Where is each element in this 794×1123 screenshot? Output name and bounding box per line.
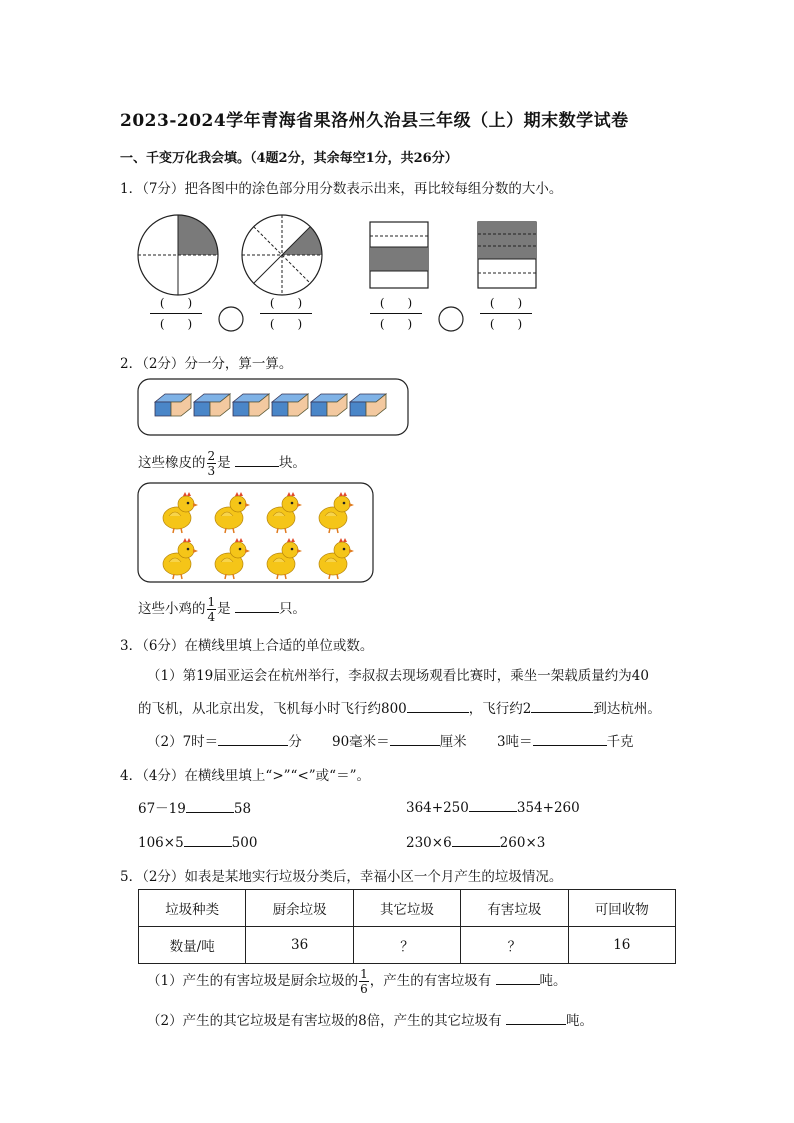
table-header: 垃圾种类 bbox=[139, 890, 246, 927]
eraser-icon bbox=[233, 394, 269, 416]
q3-part2: （2）7时＝ 分 90毫米＝ 厘米 3吨＝ 千克 bbox=[147, 730, 634, 750]
question-score: （7分） bbox=[142, 181, 185, 197]
answer-blank[interactable] bbox=[531, 698, 593, 713]
compare-circle bbox=[439, 307, 463, 331]
page-title: 2023-2024学年青海省果洛州久治县三年级（上）期末数学试卷 bbox=[120, 111, 629, 131]
waste-table bbox=[138, 889, 676, 964]
shaded-sector bbox=[282, 227, 322, 255]
circle-quarters bbox=[138, 215, 218, 295]
compare-item: 67－19 58 bbox=[138, 797, 251, 817]
eraser-icon bbox=[311, 394, 347, 416]
fraction-blank[interactable]: ( ) ( ) bbox=[256, 296, 316, 331]
shaded-strip bbox=[478, 222, 536, 259]
compare-item: 106×5 500 bbox=[138, 832, 257, 851]
circle-eighths bbox=[242, 215, 322, 295]
compare-item: 364+250 354+260 bbox=[406, 797, 580, 816]
eraser-question: 这些橡皮的 $\frac{2}{3}$ 是 块。 bbox=[138, 449, 306, 478]
section-heading: 一、千变万化我会填。（4题2分，其余每空1分，共26分） bbox=[120, 151, 458, 166]
question-number: 1． bbox=[120, 181, 143, 197]
question-text: 把各图中的涂色部分用分数表示出来，再比较每组分数的大小。 bbox=[184, 181, 563, 197]
question-2: 2．（2分）分一分，算一算。 bbox=[120, 356, 293, 372]
table-header: 其它垃圾 bbox=[353, 890, 460, 927]
question-3: 3．（6分）在横线里填上合适的单位或数。 bbox=[120, 638, 374, 654]
answer-blank[interactable] bbox=[407, 698, 469, 713]
fraction: $\frac{2}{3}$ bbox=[207, 449, 216, 478]
eraser-icon bbox=[194, 394, 230, 416]
table-header: 有害垃圾 bbox=[461, 890, 568, 927]
answer-blank[interactable] bbox=[184, 832, 232, 847]
answer-blank[interactable] bbox=[533, 731, 607, 746]
shaded-strip bbox=[370, 247, 428, 271]
eraser-icon bbox=[350, 394, 386, 416]
question-5: 5．（2分）如表是某地实行垃圾分类后，幸福小区一个月产生的垃圾情况。 bbox=[120, 869, 563, 885]
q5-part1: （1）产生的有害垃圾是厨余垃圾的 $\frac{1}{6}$ ，产生的有害垃圾有 吨。 bbox=[147, 967, 567, 996]
answer-blank[interactable] bbox=[218, 731, 288, 746]
chick-box bbox=[137, 482, 374, 583]
fraction: $\frac{1}{4}$ bbox=[207, 595, 216, 624]
table-header: 厨余垃圾 bbox=[246, 890, 353, 927]
table-header: 可回收物 bbox=[568, 890, 675, 927]
compare-item: 230×6 260×3 bbox=[406, 832, 545, 851]
rect-quarters bbox=[370, 222, 428, 288]
eraser-box bbox=[137, 378, 409, 436]
eraser-icon bbox=[272, 394, 308, 416]
rect-eighths bbox=[478, 222, 536, 288]
question-4: 4．（4分）在横线里填上“>”“<”或“＝”。 bbox=[120, 768, 370, 784]
answer-blank[interactable] bbox=[235, 598, 279, 613]
q3-part1-line1: （1）第19届亚运会在杭州举行，李叔叔去现场观看比赛时，乘坐一架载质量约为40 bbox=[147, 668, 649, 684]
table-cell: 数量/吨 bbox=[139, 927, 246, 964]
answer-blank[interactable] bbox=[469, 797, 517, 812]
compare-circle bbox=[219, 307, 243, 331]
fraction-blank[interactable]: ( ) ( ) bbox=[366, 296, 426, 331]
q3-part1-line2: 的飞机，从北京出发，飞机每小时飞行约800 ，飞行约2 到达杭州。 bbox=[138, 697, 661, 717]
answer-blank[interactable] bbox=[186, 798, 234, 813]
answer-blank[interactable] bbox=[496, 970, 540, 985]
answer-blank[interactable] bbox=[506, 1010, 566, 1025]
question-1 bbox=[120, 177, 562, 197]
answer-blank[interactable] bbox=[390, 731, 440, 746]
fraction: $\frac{1}{6}$ bbox=[360, 967, 368, 996]
table-row bbox=[139, 927, 676, 964]
answer-blank[interactable] bbox=[452, 832, 500, 847]
q5-part2: （2）产生的其它垃圾是有害垃圾的8倍，产生的其它垃圾有 吨。 bbox=[147, 1009, 593, 1029]
table-cell: ？ bbox=[353, 927, 460, 964]
fraction-blank[interactable]: ( ) ( ) bbox=[476, 296, 536, 331]
table-cell: 16 bbox=[568, 927, 675, 964]
chick-question: 这些小鸡的 $\frac{1}{4}$ 是 只。 bbox=[138, 595, 306, 624]
table-cell: ？ bbox=[461, 927, 568, 964]
table-cell: 36 bbox=[246, 927, 353, 964]
eraser-icon bbox=[155, 394, 191, 416]
table-header-row bbox=[139, 890, 676, 927]
fraction-blank[interactable]: ( ) ( ) bbox=[146, 296, 206, 331]
answer-blank[interactable] bbox=[235, 452, 279, 467]
